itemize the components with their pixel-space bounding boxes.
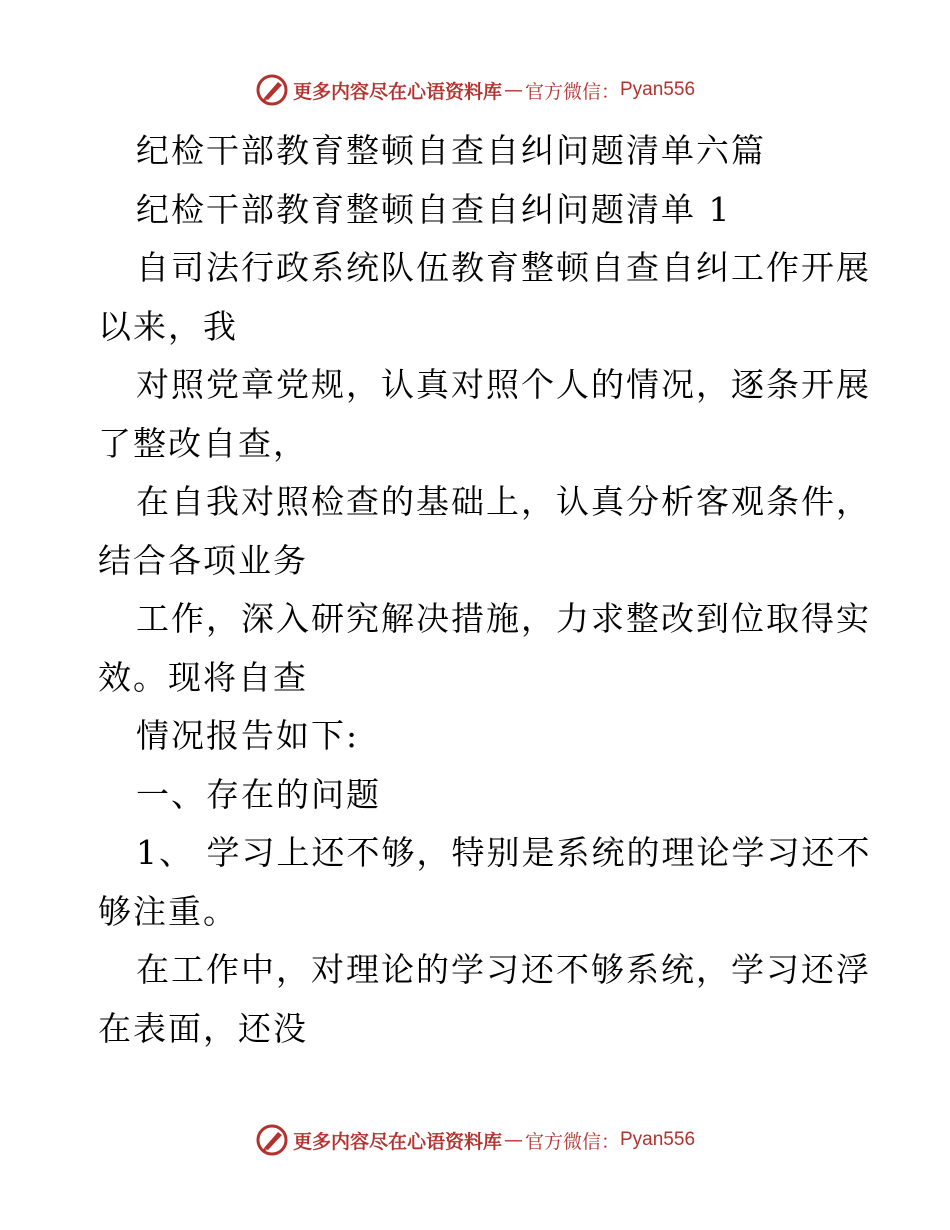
- text-line: 工作，深入研究解决措施，力求整改到位取得实: [136, 599, 871, 638]
- watermark-wechat-id: Pyan556: [620, 79, 696, 100]
- text-line: 1、 学习上还不够，特别是系统的理论学习还不: [136, 833, 872, 872]
- watermark-wechat-id: Pyan556: [620, 1129, 696, 1150]
- pen-logo-icon: [255, 73, 289, 107]
- watermark-dash: —: [503, 79, 523, 101]
- text-line: 在工作中，对理论的学习还不够系统，学习还浮: [136, 950, 871, 989]
- text-line: 在表面，还没: [98, 1008, 308, 1048]
- watermark-site-text: 更多内容尽在心语资料库: [292, 80, 502, 103]
- watermark-site-text: 更多内容尽在心语资料库: [292, 1130, 502, 1153]
- text-line: 情况报告如下:: [136, 716, 360, 755]
- watermark-wechat-label: 官方微信：: [524, 80, 620, 103]
- text-line: 纪检干部教育整顿自查自纠问题清单六篇: [136, 131, 766, 170]
- pen-logo-icon: [255, 1123, 289, 1157]
- text-line: 结合各项业务: [98, 540, 308, 580]
- text-line: 效。现将自查: [98, 657, 308, 697]
- text-line: 够注重。: [98, 891, 238, 931]
- text-line: 在自我对照检查的基础上，认真分析客观条件，: [136, 482, 871, 521]
- text-line: 了整改自查，: [98, 423, 308, 463]
- footer-watermark: [0, 1120, 950, 1160]
- text-line: 以来，我: [98, 306, 238, 346]
- text-line: 对照党章党规，认真对照个人的情况，逐条开展: [136, 365, 871, 404]
- watermark-dash: —: [503, 1129, 523, 1151]
- header-watermark: [0, 70, 950, 110]
- document-body: [98, 122, 872, 1058]
- watermark-wechat-label: 官方微信：: [524, 1130, 620, 1153]
- text-line: 自司法行政系统队伍教育整顿自查自纠工作开展: [136, 248, 871, 287]
- text-line: 一、存在的问题: [136, 774, 381, 814]
- text-line: 纪检干部教育整顿自查自纠问题清单 1: [136, 189, 732, 229]
